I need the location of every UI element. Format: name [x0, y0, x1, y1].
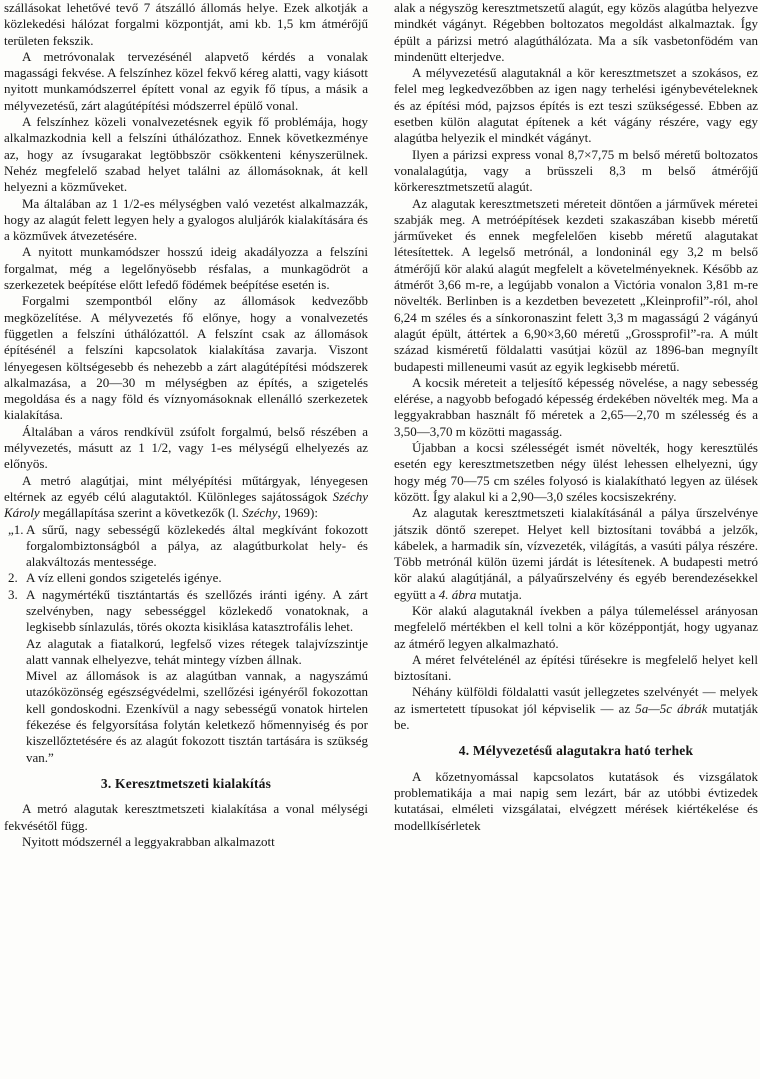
text-run: mutatják be. [394, 700, 758, 733]
list-number: 3. [8, 586, 18, 602]
list-item-text: Mivel az állomások is az alagútban vannak, a nagyszámú utazóközönség egészségvédelmi, szellőzési igényéről fokozottan kell gondoskodni. Ezenkívül a nagy sebességű vonatok hirtelen fékezése és felgyorsítása folytán keletkező hőmennyiség és por kiszellőztetésére és az alagút fokozott tisztán tartására is szükség van.” [26, 668, 368, 765]
list-item-text: A sűrű, nagy sebességű közlekedés által megkívánt fokozott forgalombiztonságból a pálya, az alagútburkolat hely- és alakváltozás mentessége. [26, 521, 368, 570]
text-run: Néhány külföldi földalatti vasút jellegzetes szelvényét — melyek az ismertetett típusokat jól képviselik — az [394, 684, 758, 716]
paragraph: Általában a város rendkívül zsúfolt forgalmú, belső részében a mélyvezetés, másutt az 1 1/2, vagy 1-es mélységű elhelyezés az előnyös. [4, 423, 368, 472]
list-item-text: A víz elleni gondos szigetelés igénye. [26, 570, 222, 586]
list-item [8, 570, 368, 586]
paragraph: szállásokat lehetővé tevő 7 átszálló állomás helye. Ezek alkotják a közlekedési hálózat forgalmi központját, ami kb. 1,5 km átmérőjű területen fekszik. [4, 0, 368, 48]
paragraph: Ma általában az 1 1/2-es mélységben való vezetést alkalmazzák, hogy az alagút felett legyen hely a gyalogos aluljárók kialakítására és a közművek átvezetésére. [4, 195, 368, 244]
citation-author: Széchy [242, 505, 278, 521]
paragraph: A felszínhez közeli vonalvezetésnek egyik fő problémája, hogy alkalmazkodnia kell a felszíni úthálózathoz. Ennek következménye az, hogy az ívsugarakat legtöbbször csökkenteni kényszerülnek. Nehéz megfelelő szabad helyet találni az állomásoknak, át kell helyezni a közműveket. [4, 114, 368, 195]
list-item-text: Az alagutak a fiatalkorú, legfelső vizes rétegek talajvízszintje alatt vannak elhelyezve, tehát mintegy vízben állnak. [26, 635, 368, 667]
text-run: mutatja. [476, 586, 522, 602]
paragraph: Az alagutak keresztmetszeti méreteit döntően a járművek méretei szabják meg. A metróépítések kezdeti szakaszában kisebb méretű járműveket és ennek megfelelően kisebb méretű alagutakat létesítettek. A legelső metrónál, a londoninál egy 3,2 m belső átmérőjű kör alakú alagút megfelelt a követelményeknek. Később az átmérőt 3,66 m-re, a legújabb vonalon a Victória vonalon 3,81 m-re növelték. Berlinben is a kezdetben bevezetett „Kleinprofil”-ról, ahol 6,24 m széles és a sínkoronaszint felett 3,3 m magasságú 2 vágányú alagút épült, áttértek a 6,90×3,60 méretű „Grossprofil”-ra. A múlt század kisméretű földalatti vasútjai közül az 1896-ban megnyílt budapesti milleneumi vasút az egyik legkisebb méretű. [394, 195, 758, 374]
list-item-text: A nagymértékű tisztántartás és szellőzés iránti igény. A zárt szelvényben, nagy sebességgel közlekedő vonatoknak, a legkisebb sínlazulás, törés okozta kisiklása katasztrofális lehet. [26, 586, 368, 635]
paragraph: A metró alagutak keresztmetszeti kialakítása a vonal mélységi fekvésétől függ. [4, 801, 368, 833]
text-run: megállapítása szerint a következők (l. [39, 505, 243, 521]
text-run: , 1969): [277, 505, 318, 521]
quoted-list [4, 522, 368, 766]
paragraph: A kőzetnyomással kapcsolatos kutatások és vizsgálatok problematikája a mai napig sem lezárt, bár az utóbbi évtizedek kutatásai, elméleti vizsgálatai, elvégzett mérések kiértékelése és modellkísérletek [394, 768, 758, 833]
paragraph: Nyitott módszernél a leggyakrabban alkalmazott [22, 833, 275, 849]
list-number: „1. [8, 521, 24, 537]
section-heading: 3. Keresztmetszeti kialakítás [100, 775, 272, 791]
left-column [4, 0, 368, 850]
paragraph: A metróvonalak tervezésénél alapvető kérdés a vonalak magassági fekvése. A felszínhez közel fekvő kéreg alatti, vagy kiásott nyitott munkamódszerrel épített vonal az egyik fő típus, a másik a mélyvezetésű, zárt alagútépítési módszerrel épülő vonal. [4, 48, 368, 113]
paragraph: Ilyen a párizsi express vonal 8,7×7,75 m belső méretű boltozatos vonalalagútja, vagy a brüsszeli 8,3 m belső átmérőjű körkeresztmetszetű alagút. [394, 146, 758, 195]
list-number: 2. [8, 570, 18, 586]
paragraph: Újabban a kocsi szélességét ismét növelték, hogy keresztülés esetén egy keresztmetszetben négy ülést lehessen elhelyezni, úgy hogy még 70—75 cm széles folyosó is kialakítható legyen az ülések között. Így alakul ki a 2,90—3,0 széles kocsiszekrény. [394, 440, 758, 504]
paragraph: Forgalmi szempontból előny az állomások kedvezőbb megközelítése. A mélyvezetés fő előnye, hogy a vonalvezetés független a felszíni úthálózattól. A felszínt csak az állomások építésénél a felszíni kapcsolatok kialakítása zavarja. Viszont lényegesen költségesebb és nehezebb a zárt alagútépítési módszerek alkalmazása, a 20—30 m mélységben az építés, a szigetelés megoldása és a nagy föld és víznyomásoknak ellenálló szerkezetek kialakítása. [4, 293, 368, 423]
paragraph: A mélyvezetésű alagutaknál a kör keresztmetszet a szokásos, ez felel meg legkedvezőbben az igen nagy terhelési igénybevételeknek és az építési mód, pajzsos építés is ezt teszi szükségessé. Ebben az esetben külön alagutat építenek a két vágány részére, vagy egy alagútba helyezik el mindkét vágányt. [394, 65, 758, 146]
author-name: Széchy Károly [4, 488, 368, 521]
list-item [8, 586, 368, 766]
figure-reference: 5a—5c ábrák [635, 700, 708, 716]
figure-reference: 4. ábra [438, 586, 477, 602]
list-item [8, 521, 368, 571]
text-run: A metró alagútjai, mint mélyépítési műtárgyak, lényegesen eltérnek az egyéb célú alagutaktól. Különleges sajátosságok [4, 472, 368, 504]
paragraph [394, 684, 758, 733]
section-heading: 4. Mélyvezetésű alagutakra ható terhek [458, 743, 694, 759]
paragraph [394, 505, 758, 603]
right-column [394, 0, 758, 834]
paragraph: A méret felvételénél az építési tűrésekre is megfelelő helyet kell biztosítani. [394, 651, 758, 684]
paragraph: A nyitott munkamódszer hosszú ideig akadályozza a felszíni forgalmat, még a legelőnyösebb résfalas, a munkagödröt a szerkezetek beépítése előtt lefedő födémek beépítése esetén is. [4, 244, 368, 293]
paragraph: A kocsik méreteit a teljesítő képesség növelése, a nagy sebesség elérése, a nagyobb befogadó képesség érdekében növelték meg. Ma a leggyakrabban használt fő méretek a 2,65—2,70 m szélesség és a 3,50—3,70 m közötti magasság. [394, 374, 758, 439]
paragraph [4, 473, 368, 522]
paragraph: Kör alakú alagutaknál ívekben a pálya túlemeléssel arányosan megfelelő mértékben el kell tolni a kör középpontját, hogy ugyanaz az átmérő legyen alkalmazható. [394, 602, 758, 651]
text-run: Az alagutak keresztmetszeti kialakításánál a pálya űrszelvénye játszik döntő szerepet. Helyet kell biztosítani továbbá a jelzők, kábelek, a harmadik sín, vízvezeték, világítás, a vasúti pálya részére. Több metrónál külön üzemi járdát is létesítenek. A budapesti metró kör alakú alagútjánál, a pályaűrszelvény és egyéb berendezésekkel együtt a [394, 505, 758, 602]
paragraph: alak a négyszög keresztmetszetű alagút, egy közös alagútba helyezve mindkét vágányt. Régebben boltozatos megoldást alkalmaztak. Így épült a párizsi metró alagúthálózata. Ma a sík vasbetonfödém van mindenütt elterjedve. [394, 0, 758, 64]
